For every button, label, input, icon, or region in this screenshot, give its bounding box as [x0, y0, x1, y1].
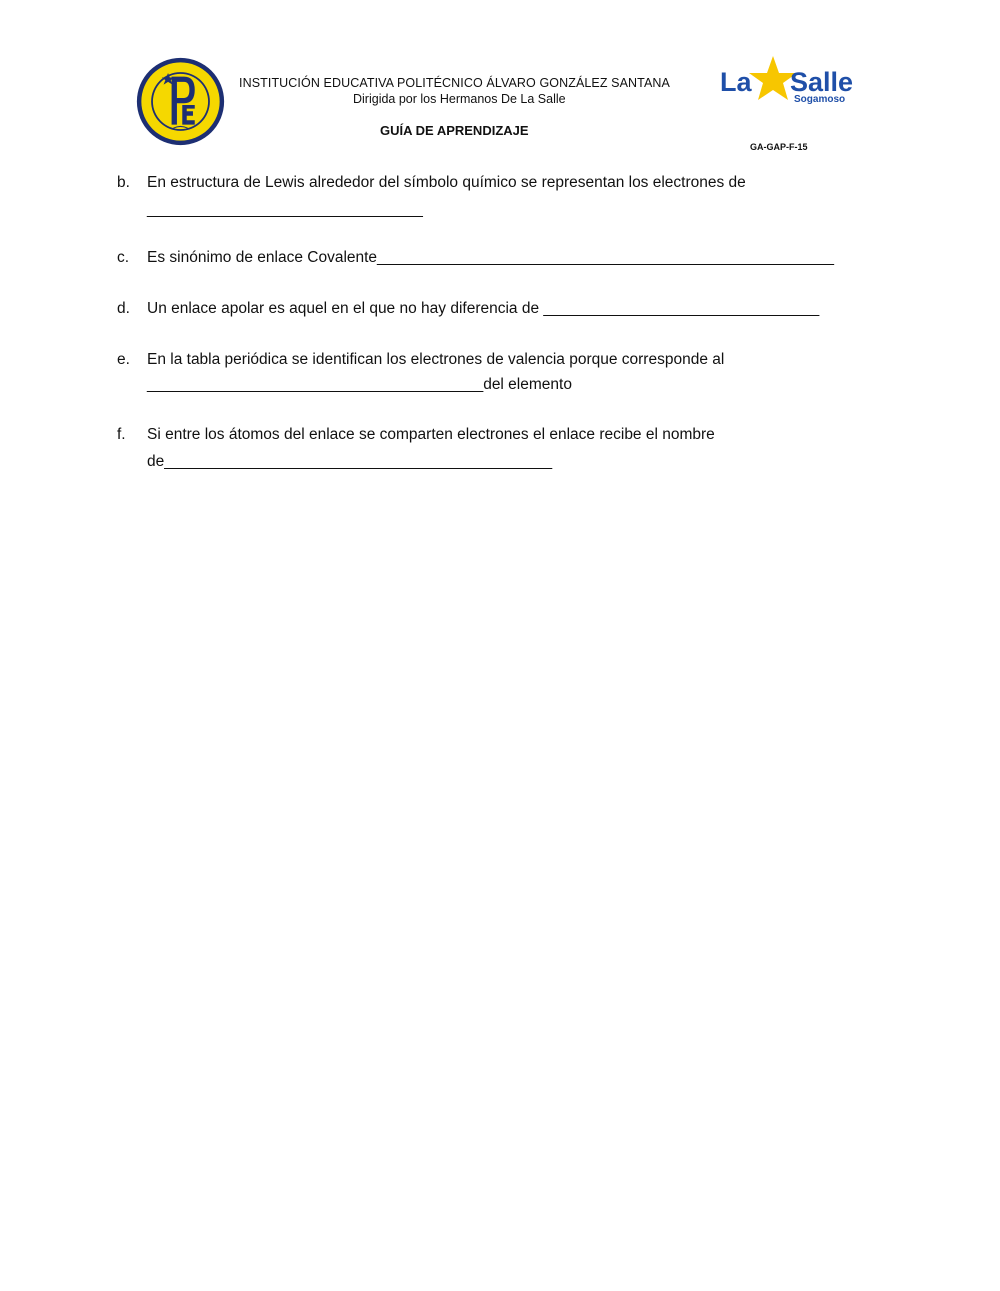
question-e-blank: _______________________________________del elemento: [147, 376, 572, 393]
document-title: GUÍA DE APRENDIZAJE: [380, 123, 529, 138]
question-e-text: En la tabla periódica se identifican los electrones de valencia porque corresponde al: [147, 351, 725, 368]
logo-word-city: Sogamoso: [794, 94, 846, 105]
la-salle-logo: [718, 54, 863, 106]
question-e-letter: e.: [117, 351, 130, 368]
question-c-letter: c.: [117, 249, 130, 266]
question-f-text: Si entre los átomos del enlace se comparten electrones el enlace recibe el nombre: [147, 426, 715, 443]
school-seal-logo: [136, 57, 225, 146]
question-b-letter: b.: [117, 174, 130, 191]
institution-name: INSTITUCIÓN EDUCATIVA POLITÉCNICO ÁLVARO GONZÁLEZ SANTANA: [239, 76, 670, 90]
question-c-text: Es sinónimo de enlace Covalente_____________________________________________________: [147, 249, 834, 266]
question-f-letter: f.: [117, 426, 126, 443]
question-d-letter: d.: [117, 300, 130, 317]
document-code: GA-GAP-F-15: [750, 142, 808, 152]
question-b-blank: ________________________________: [147, 201, 423, 218]
question-f-blank: de_____________________________________________: [147, 453, 553, 470]
directed-by-line: Dirigida por los Hermanos De La Salle: [353, 92, 566, 106]
logo-word-salle: Salle: [790, 67, 854, 97]
question-d-text: Un enlace apolar es aquel en el que no hay diferencia de ________________________________: [147, 300, 820, 317]
logo-word-la: La: [720, 67, 752, 97]
question-b-text: En estructura de Lewis alrededor del símbolo químico se representan los electrones de: [147, 174, 746, 191]
